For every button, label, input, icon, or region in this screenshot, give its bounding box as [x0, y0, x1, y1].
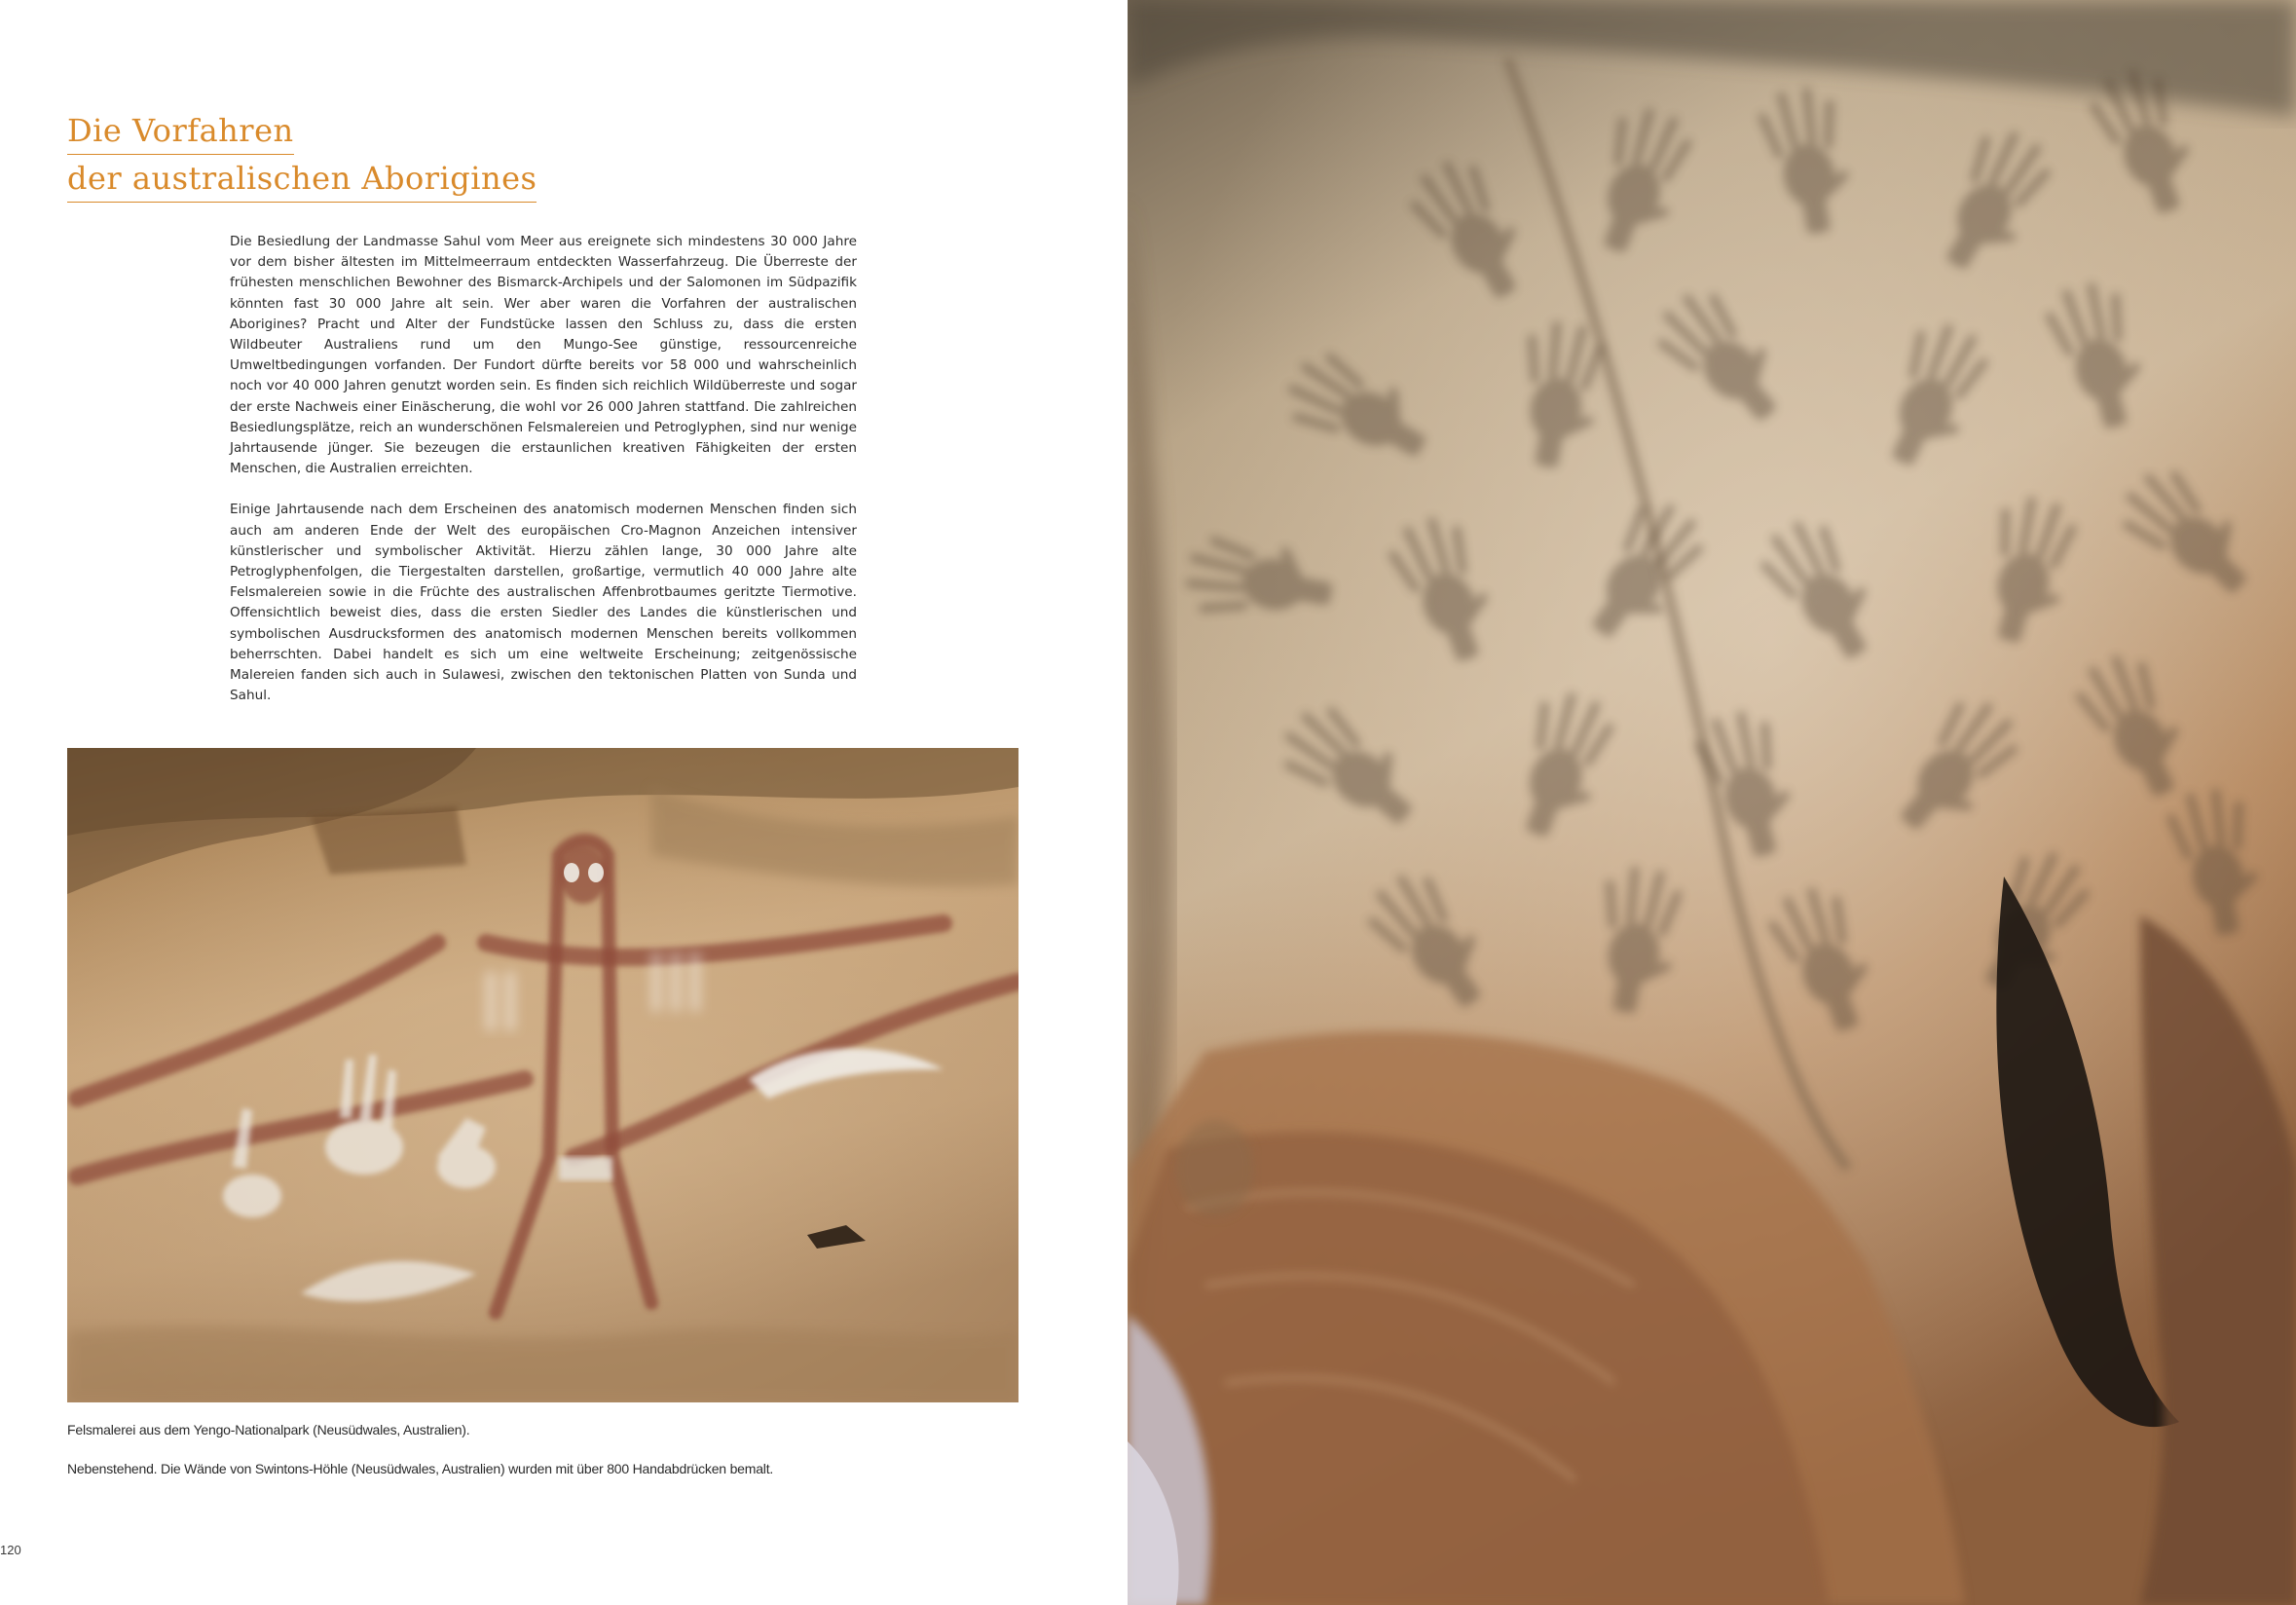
chapter-title-line-1: Die Vorfahren [67, 109, 294, 155]
chapter-title [67, 109, 537, 205]
photo-caption: Felsmalerei aus dem Yengo-Nationalpark (Neusüdwales, Australien). [67, 1422, 470, 1437]
cave-handprints-illustration [1128, 0, 2296, 1605]
cave-handprints-photo [1128, 0, 2296, 1605]
paragraph-2: Einige Jahrtausende nach dem Erscheinen des anatomisch modernen Menschen finden sich auch am anderen Ende der Welt des europäischen Cro-Magnon Anzeichen intensiver künstlerischer und symbolischer Aktivität. Hierzu zählen lange, 30 000 Jahre alte Petroglyphenfolgen, die Tiergestalten darstellen, großartige, vermutlich 40 000 Jahre alte Felsmalereien sowie in die Früchte des australischen Affenbrotbaumes geritzte Tiermotive. Offensichtlich beweist dies, dass die ersten Siedler des Landes die künstlerischen und symbolischen Ausdrucksformen des anatomisch modernen Menschen bereits vollkommen beherrschten. Dabei handelt es sich um eine weltweite Erscheinung; zeitgenössische Malereien fanden sich auch in Sulawesi, zwischen den tektonischen Platten von Sunda und Sahul. [230, 502, 857, 704]
paragraph-1: Die Besiedlung der Landmasse Sahul vom Meer aus ereignete sich mindestens 30 000 Jahre vor dem bisher ältesten im Mittelmeerraum entdeckten Wasserfahrzeug. Die Überreste der frühesten menschlichen Bewohner des Bismarck-Archipels und der Salomonen im Südpazifik könnten fast 30 000 Jahre alt sein. Wer aber waren die Vorfahren der australischen Aborigines? Pracht und Alter der Fundstücke lassen den Schluss zu, dass die ersten Wildbeuter Australiens rund um den Mungo-See günstige, ressourcenreiche Umweltbedingungen vorfanden. Der Fundort dürfte bereits vor 58 000 und wahrscheinlich noch vor 40 000 Jahren genutzt worden sein. Es finden sich reichlich Wildüberreste und sogar der erste Nachweis einer Einäscherung, die wohl vor 26 000 Jahren stattfand. Die zahlreichen Besiedlungsplätze, reich an wunderschönen Felsmalereien und Petroglyphen, sind nur wenige Jahrtausende jünger. Sie bezeugen die erstaunlichen kreativen Fähigkeiten der ersten Menschen, die Australien erreichten. [230, 234, 857, 477]
page-number: 120 [0, 1543, 21, 1557]
chapter-title-line-2: der australischen Aborigines [67, 157, 537, 203]
body-text [230, 232, 857, 727]
facing-photo-caption: Nebenstehend. Die Wände von Swintons-Höhle (Neusüdwales, Australien) wurden mit über 800 Handabdrücken bemalt. [67, 1461, 774, 1476]
left-page [0, 0, 1128, 1605]
rock-painting-illustration [67, 748, 1018, 1402]
rock-painting-photo [67, 748, 1018, 1402]
